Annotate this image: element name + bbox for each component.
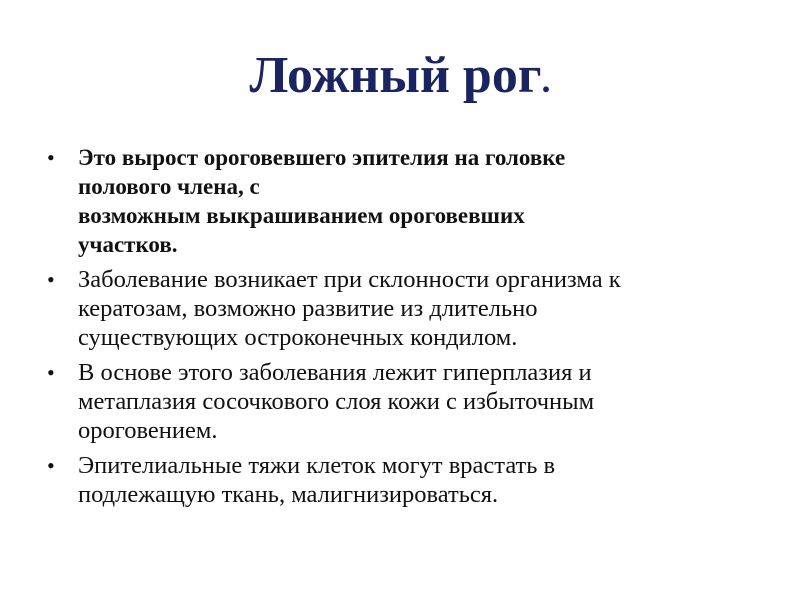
bullet-marker-icon: • bbox=[47, 360, 55, 385]
bullet-text bbox=[78, 143, 760, 259]
bullet-item-definition bbox=[40, 143, 760, 259]
bullet-item-pathogenesis bbox=[40, 358, 760, 445]
bullet-marker-icon: • bbox=[47, 267, 55, 292]
bullet-line: Заболевание возникает при склонности организма к bbox=[78, 266, 621, 293]
bullet-text bbox=[78, 358, 760, 445]
bullet-line: возможным выкрашиванием ороговевших bbox=[78, 203, 525, 228]
bullet-line: ороговением. bbox=[78, 417, 218, 444]
bullet-line: кератозам, возможно развитие из длительно bbox=[78, 295, 538, 322]
bullet-line: Это вырост ороговевшего эпителия на головке bbox=[78, 145, 566, 170]
bullet-line: Эпителиальные тяжи клеток могут врастать в bbox=[78, 452, 556, 479]
slide-title-period: . bbox=[541, 60, 551, 100]
slide-title bbox=[0, 45, 800, 111]
bullet-marker-icon: • bbox=[47, 453, 55, 478]
bullet-line: подлежащую ткань, малигнизироваться. bbox=[78, 481, 499, 508]
bullet-line: В основе этого заболевания лежит гиперплазия и bbox=[78, 359, 592, 386]
bullet-line: участков. bbox=[78, 232, 178, 257]
bullet-item-malignancy bbox=[40, 451, 760, 509]
bullet-line: существующих остроконечных кондилом. bbox=[78, 324, 518, 351]
bullet-line: полового члена, с bbox=[78, 174, 260, 199]
bullet-marker-icon: • bbox=[47, 145, 55, 170]
bullet-text bbox=[78, 265, 760, 352]
bullet-line: метаплазия сосочкового слоя кожи с избыточным bbox=[78, 388, 595, 415]
bullet-item-etiology bbox=[40, 265, 760, 352]
bullet-text bbox=[78, 451, 760, 509]
bullet-list bbox=[40, 143, 760, 515]
slide-title-text: Ложный рог bbox=[249, 47, 542, 104]
